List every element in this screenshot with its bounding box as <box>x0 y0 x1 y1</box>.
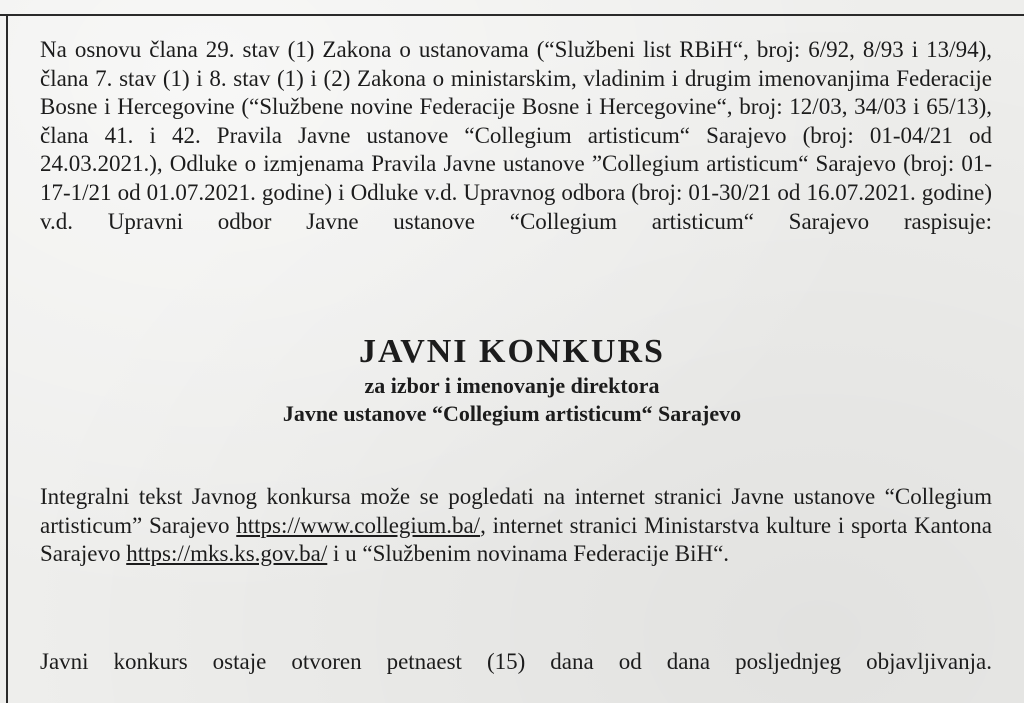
announcement-title: JAVNI KONKURS <box>359 333 665 370</box>
frame-border-top <box>0 14 1024 16</box>
body-text-3: i u “Službenim novinama Federacije BiH“. <box>327 541 730 567</box>
closing-paragraph: Javni konkurs ostaje otvoren petnaest (15) dana od dana posljednjeg objavljivanja. <box>40 649 992 674</box>
body-text-2: , internet stranici Ministarstva kulture i sporta Kantona Sarajevo <box>40 512 992 567</box>
body-text-1: Integralni tekst Javnog konkursa može se pogledati na internet stranici Javne ustanove “Collegium artisticum” Sarajevo <box>40 484 992 538</box>
body-paragraph <box>40 483 992 569</box>
announcement-subtitle-2: Javne ustanove “Collegium artisticum“ Sarajevo <box>282 401 742 426</box>
announcement-subtitle-1: za izbor i imenovanje direktora <box>364 373 660 398</box>
intro-paragraph: Na osnovu člana 29. stav (1) Zakona o ustanovama (“Službeni list RBiH“, broj: 6/92, 8/93 i 13/94), člana 7. stav (1) i 8. stav (1) i (2) Zakona o ministarskim, vladinim i drugim imenovanjima Federacije Bosne i Hercegovine (“Službene novine Federacije Bosne i Hercegovine“, broj: 12/03, 34/03 i 65/13), člana 41. i 42. Pravila Javne ustanove “Collegium artisticum“ Sarajevo (broj: 01-04/21 od 24.03.2021.), Odluke o izmjenama Pravila Javne ustanove ”Collegium artisticum“ Sarajevo (broj: 01-17-1/21 od 01.07.2021. godine) i Odluke v.d. Upravnog odbora (broj: 01-30/21 od 16.07.2021. godine) v.d. Upravni odbor Javne ustanove “Collegium artisticum“ Sarajevo raspisuje: <box>40 37 992 234</box>
mks-link[interactable]: https://mks.ks.gov.ba/ <box>126 541 328 567</box>
announcement-heading <box>0 332 1024 428</box>
collegium-link[interactable]: https://www.collegium.ba/ <box>236 512 481 538</box>
